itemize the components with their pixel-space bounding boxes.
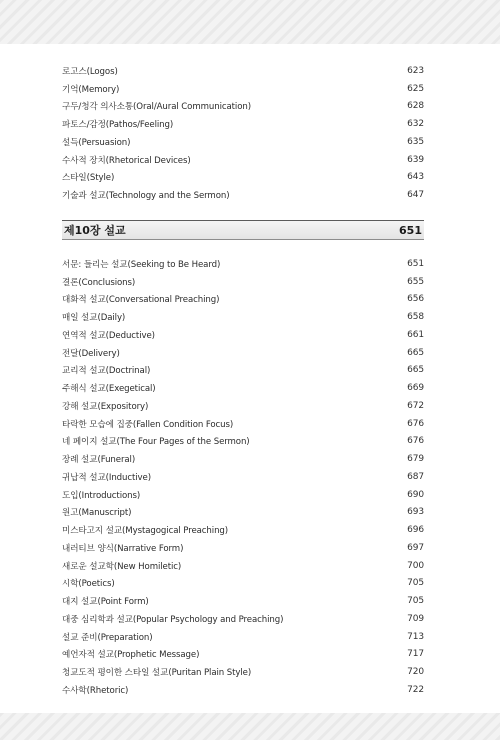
toc-entry[interactable] — [62, 379, 424, 397]
toc-entry[interactable] — [62, 610, 424, 628]
toc-entry[interactable] — [62, 681, 424, 699]
toc-entry-title: 귀납적 설교(Inductive) — [62, 472, 151, 483]
toc-entry-title: 파토스/감정(Pathos/Feeling) — [62, 120, 174, 131]
toc-entry[interactable] — [62, 255, 424, 273]
toc-entry[interactable] — [62, 273, 424, 291]
toc-entry-title: 대지 설교(Point Form) — [62, 597, 149, 608]
toc-entry-page-number: 696 — [407, 525, 424, 536]
toc-entry-page-number: 651 — [407, 258, 424, 269]
toc-entry-title: 미스타고지 설교(Mystagogical Preaching) — [62, 526, 229, 537]
toc-entry[interactable] — [62, 186, 424, 204]
toc-entry-title: 매일 설교(Daily) — [62, 313, 126, 324]
toc-entry-title: 스타일(Style) — [62, 173, 115, 184]
toc-entry-page-number: 665 — [407, 347, 424, 358]
toc-entry-title: 새로운 설교학(New Homiletic) — [62, 561, 182, 572]
toc-entry-page-number: 669 — [407, 383, 424, 394]
toc-list-chapter-10 — [62, 255, 424, 699]
toc-entry-page-number: 697 — [407, 542, 424, 553]
toc-entry[interactable] — [62, 433, 424, 451]
toc-entry-page-number: 676 — [407, 418, 424, 429]
header-decorative-band — [0, 0, 500, 44]
toc-entry[interactable] — [62, 646, 424, 664]
toc-entry-title: 교리적 설교(Doctrinal) — [62, 366, 151, 377]
toc-entry[interactable] — [62, 133, 424, 151]
toc-entry-page-number: 647 — [407, 190, 424, 201]
toc-entry[interactable] — [62, 663, 424, 681]
toc-entry-title: 전달(Delivery) — [62, 348, 120, 359]
toc-entry-title: 연역적 설교(Deductive) — [62, 330, 155, 341]
toc-entry[interactable] — [62, 592, 424, 610]
toc-entry-title: 내러티브 양식(Narrative Form) — [62, 543, 184, 554]
toc-entry[interactable] — [62, 80, 424, 98]
toc-entry-page-number: 635 — [407, 136, 424, 147]
toc-entry[interactable] — [62, 575, 424, 593]
toc-entry-page-number: 690 — [407, 489, 424, 500]
toc-entry-title: 장례 설교(Funeral) — [62, 455, 136, 466]
toc-entry[interactable] — [62, 308, 424, 326]
footer-decorative-band — [0, 713, 500, 740]
toc-entry-page-number: 625 — [407, 83, 424, 94]
toc-entry-page-number: 713 — [407, 631, 424, 642]
toc-entry[interactable] — [62, 169, 424, 187]
toc-entry-page-number: 705 — [407, 596, 424, 607]
toc-entry-page-number: 632 — [407, 119, 424, 130]
toc-entry-title: 기술과 설교(Technology and the Sermon) — [62, 191, 230, 202]
toc-entry-title: 원고(Manuscript) — [62, 508, 132, 519]
toc-entry-title: 결론(Conclusions) — [62, 277, 136, 288]
toc-entry-page-number: 676 — [407, 436, 424, 447]
toc-entry[interactable] — [62, 291, 424, 309]
toc-entry[interactable] — [62, 557, 424, 575]
toc-entry-title: 로고스(Logos) — [62, 66, 118, 77]
toc-entry-title: 대중 심리학과 설교(Popular Psychology and Preaching) — [62, 614, 284, 625]
toc-page — [0, 44, 500, 713]
toc-entry-page-number: 672 — [407, 400, 424, 411]
toc-entry[interactable] — [62, 151, 424, 169]
toc-entry-title: 시학(Poetics) — [62, 579, 115, 590]
toc-entry-page-number: 656 — [407, 294, 424, 305]
toc-entry-page-number: 722 — [407, 684, 424, 695]
toc-entry-page-number: 693 — [407, 507, 424, 518]
toc-entry[interactable] — [62, 450, 424, 468]
toc-entry-page-number: 655 — [407, 276, 424, 287]
toc-entry[interactable] — [62, 486, 424, 504]
toc-entry-page-number: 628 — [407, 101, 424, 112]
toc-entry-title: 구두/청각 의사소통(Oral/Aural Communication) — [62, 102, 251, 113]
toc-entry-page-number: 639 — [407, 154, 424, 165]
toc-entry-title: 도입(Introductions) — [62, 490, 141, 501]
toc-entry[interactable] — [62, 521, 424, 539]
toc-entry[interactable] — [62, 539, 424, 557]
toc-entry-page-number: 705 — [407, 578, 424, 589]
toc-entry-page-number: 623 — [407, 65, 424, 76]
toc-entry[interactable] — [62, 362, 424, 380]
chapter-page-number: 651 — [399, 223, 422, 237]
toc-entry-page-number: 717 — [407, 649, 424, 660]
toc-entry-page-number: 709 — [407, 613, 424, 624]
toc-entry-title: 설득(Persuasion) — [62, 137, 131, 148]
toc-entry-page-number: 700 — [407, 560, 424, 571]
toc-entry-title: 청교도적 평이한 스타일 설교(Puritan Plain Style) — [62, 668, 252, 679]
toc-entry[interactable] — [62, 628, 424, 646]
toc-entry[interactable] — [62, 415, 424, 433]
toc-entry[interactable] — [62, 326, 424, 344]
toc-entry-page-number: 658 — [407, 312, 424, 323]
toc-entry[interactable] — [62, 115, 424, 133]
toc-entry-page-number: 665 — [407, 365, 424, 376]
chapter-title: 제10장 설교 — [64, 224, 126, 237]
toc-entry[interactable] — [62, 62, 424, 80]
toc-entry[interactable] — [62, 98, 424, 116]
toc-entry-page-number: 687 — [407, 471, 424, 482]
toc-entry-title: 대화적 설교(Conversational Preaching) — [62, 295, 220, 306]
toc-entry-title: 타락한 모습에 집중(Fallen Condition Focus) — [62, 419, 234, 430]
toc-entry[interactable] — [62, 397, 424, 415]
toc-entry-page-number: 679 — [407, 454, 424, 465]
toc-entry-page-number: 661 — [407, 329, 424, 340]
toc-entry-title: 수사학(Rhetoric) — [62, 685, 129, 696]
toc-entry-title: 서문: 들리는 설교(Seeking to Be Heard) — [62, 259, 221, 270]
toc-entry[interactable] — [62, 468, 424, 486]
toc-entry-title: 강해 설교(Expository) — [62, 401, 149, 412]
toc-entry-page-number: 643 — [407, 172, 424, 183]
toc-entry-title: 예언자적 설교(Prophetic Message) — [62, 650, 200, 661]
toc-list-previous-chapter — [62, 62, 424, 204]
toc-entry-title: 설교 준비(Preparation) — [62, 632, 153, 643]
chapter-heading[interactable] — [62, 220, 424, 240]
toc-entry-title: 기억(Memory) — [62, 84, 120, 95]
toc-entry-title: 주해식 설교(Exegetical) — [62, 384, 156, 395]
toc-entry[interactable] — [62, 344, 424, 362]
toc-entry-title: 수사적 장치(Rhetorical Devices) — [62, 155, 191, 166]
toc-entry-title: 네 페이지 설교(The Four Pages of the Sermon) — [62, 437, 250, 448]
toc-entry-page-number: 720 — [407, 667, 424, 678]
toc-entry[interactable] — [62, 504, 424, 522]
